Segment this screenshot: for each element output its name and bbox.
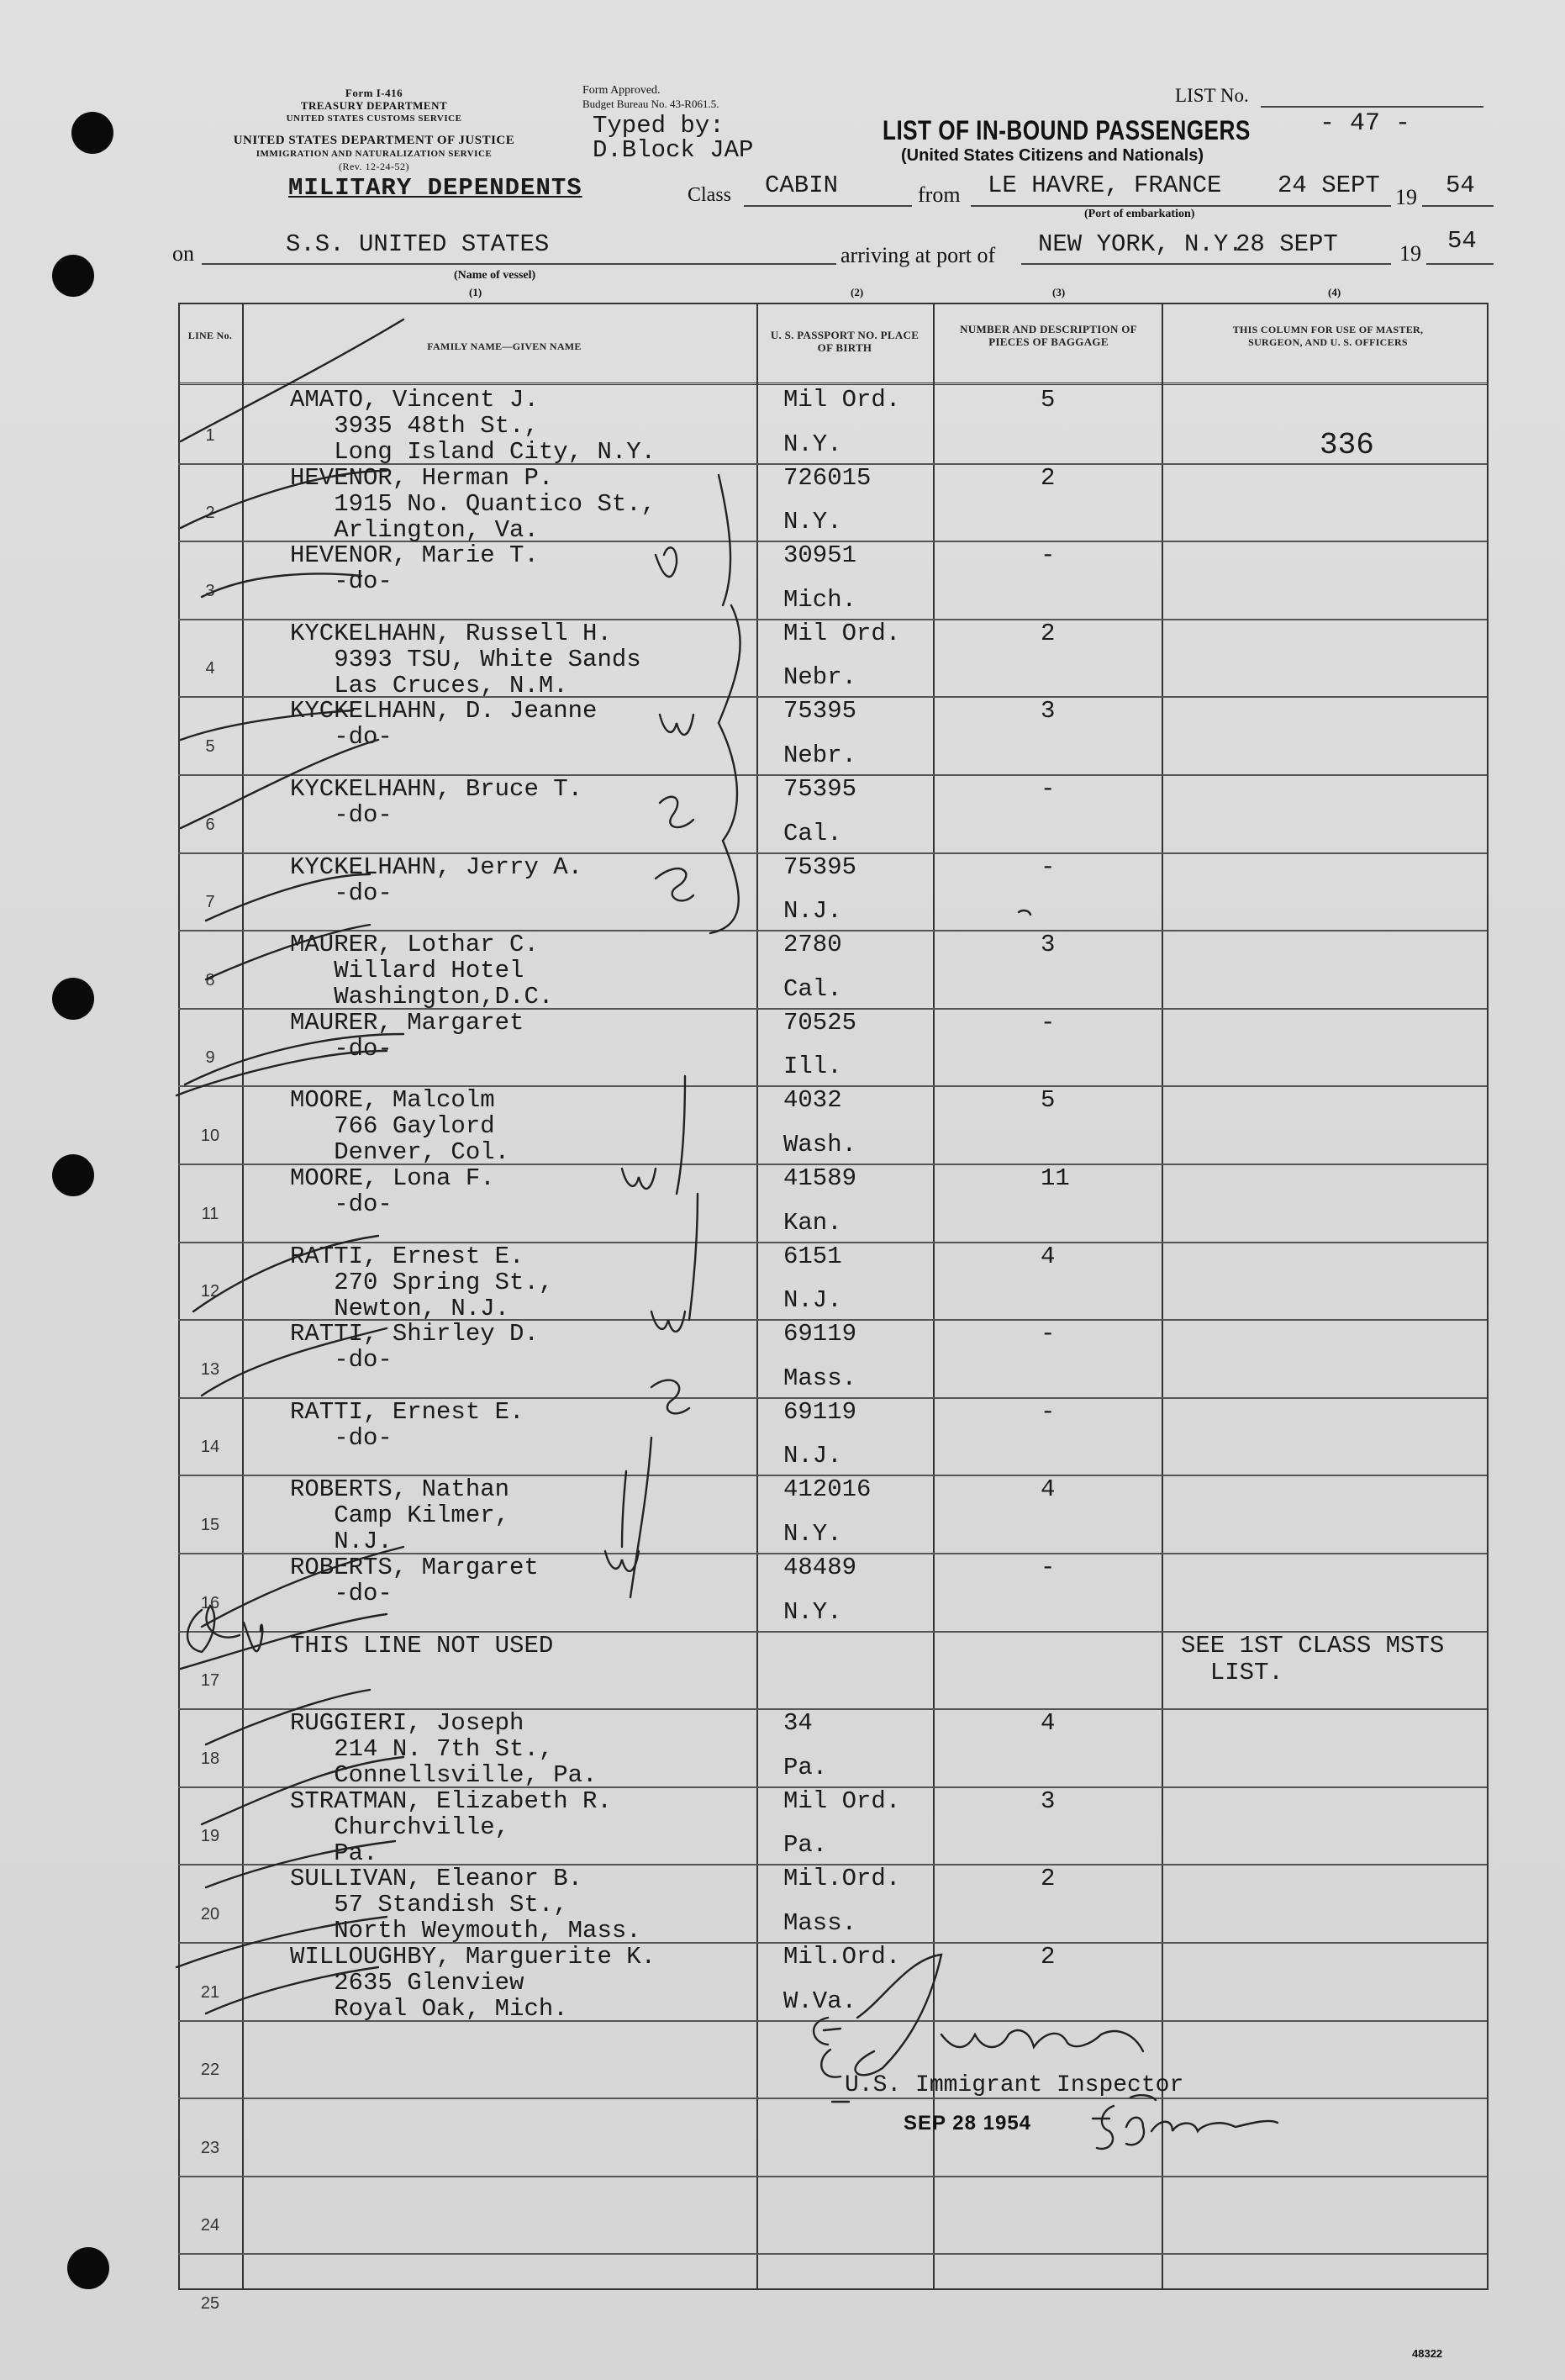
line-number: 18 (200, 1749, 220, 1768)
line-number: 10 (200, 1127, 220, 1145)
passenger-name: RATTI, Ernest E. (290, 1397, 524, 1426)
col-num-3: (3) (1052, 286, 1066, 298)
passenger-address: -do- (290, 1190, 393, 1218)
passenger-name: ROBERTS, Margaret (290, 1554, 539, 1581)
line-number: 24 (200, 2216, 220, 2235)
baggage-count: - (1041, 541, 1056, 570)
passenger-address: Pa. (290, 1839, 378, 1867)
passenger-name: MOORE, Lona F. (290, 1164, 495, 1192)
line-number: 7 (205, 893, 215, 912)
baggage-count: 3 (1041, 931, 1056, 959)
place-of-birth: N.Y. (783, 1520, 842, 1548)
line-number: 6 (205, 815, 215, 834)
line-number: 23 (200, 2138, 220, 2157)
passenger-name: MAURER, Lothar C. (290, 931, 539, 959)
passenger-name: ROBERTS, Nathan (290, 1475, 510, 1504)
place-of-birth: N.Y. (783, 1597, 842, 1626)
footer-code: 48322 (1412, 2347, 1443, 2360)
line-number: 1 (205, 425, 215, 445)
embark-year: 54 (1446, 172, 1475, 199)
passenger-address: Arlington, Va. (290, 515, 539, 544)
place-of-birth: Mass. (783, 1364, 857, 1392)
vessel-caption: (Name of vessel) (454, 269, 536, 282)
line-number: 15 (200, 1516, 220, 1534)
treasury-dept: TREASURY DEPARTMENT (300, 99, 448, 112)
line-number: 3 (205, 581, 215, 600)
passport-number: 70525 (783, 1008, 857, 1037)
passenger-address: -do- (290, 723, 393, 752)
passenger-address: -do- (290, 1423, 393, 1452)
form-revision: (Rev. 12-24-52) (338, 161, 410, 172)
place-of-birth: N.Y. (783, 430, 842, 458)
passenger-address: -do- (290, 567, 393, 596)
passenger-name: KYCKELHAHN, Jerry A. (290, 852, 583, 881)
officer-note: 336 (1320, 428, 1374, 462)
line-number: 13 (200, 1359, 220, 1379)
place-of-birth: Nebr. (783, 741, 857, 769)
baggage-count: 2 (1041, 463, 1056, 492)
place-of-birth: Cal. (783, 819, 842, 847)
line-number: 4 (205, 659, 215, 678)
inspector-title: U.S. Immigrant Inspector (845, 2072, 1184, 2098)
passenger-address: 9393 TSU, White Sands (290, 645, 641, 673)
passport-number: 75395 (783, 697, 857, 726)
arrival-port: NEW YORK, N.Y. (1038, 230, 1243, 258)
baggage-count: 2 (1041, 1865, 1056, 1893)
header-line-no: LINE No. (187, 330, 233, 341)
passenger-name: RATTI, Shirley D. (290, 1320, 539, 1348)
place-of-birth: Mich. (783, 585, 857, 614)
category: MILITARY DEPENDENTS (288, 174, 582, 202)
place-of-birth: N.J. (783, 897, 842, 926)
place-of-birth: N.J. (783, 1286, 842, 1315)
on-label: on (172, 241, 194, 266)
place-of-birth: Nebr. (783, 663, 857, 692)
line-number: 5 (205, 737, 215, 756)
header-passport: U. S. PASSPORT NO. PLACE OF BIRTH (770, 329, 920, 354)
col-num-4: (4) (1328, 286, 1341, 298)
passport-number: Mil.Ord. (783, 1865, 901, 1893)
inspector-signature (840, 1980, 844, 1981)
passport-number: 69119 (783, 1320, 857, 1348)
page-title: LIST OF IN-BOUND PASSENGERS (883, 115, 1251, 145)
place-of-birth: Pa. (783, 1831, 828, 1860)
passenger-address: Churchville, (290, 1813, 510, 1841)
justice-dept: UNITED STATES DEPARTMENT OF JUSTICE (233, 134, 515, 147)
passport-number: 412016 (783, 1475, 872, 1504)
typed-by: D.Block JAP (593, 136, 754, 164)
class-value: CABIN (765, 172, 839, 199)
passport-number: Mil Ord. (783, 619, 901, 647)
passenger-name: KYCKELHAHN, Russell H. (290, 619, 612, 647)
passenger-address: Connellsville, Pa. (290, 1761, 598, 1790)
embark-port: LE HAVRE, FRANCE (988, 172, 1222, 199)
passenger-address: Royal Oak, Mich. (290, 1995, 568, 2023)
passenger-address: 2635 Glenview (290, 1969, 524, 1997)
baggage-count: 5 (1041, 386, 1056, 414)
passenger-name: AMATO, Vincent J. (290, 386, 539, 414)
passenger-name: KYCKELHAHN, Bruce T. (290, 775, 583, 803)
passenger-address: 214 N. 7th St., (290, 1735, 554, 1764)
arrival-date: 28 SEPT (1236, 230, 1338, 258)
passenger-address: Willard Hotel (290, 957, 524, 985)
baggage-count: - (1041, 1320, 1056, 1348)
header-baggage: NUMBER AND DESCRIPTION OF PIECES OF BAGGAGE (960, 323, 1137, 348)
officer-note: SEE 1ST CLASS MSTS LIST. (1181, 1631, 1445, 1686)
passenger-address: Camp Kilmer, (290, 1501, 510, 1530)
line-number: 2 (205, 504, 215, 523)
customs-service: UNITED STATES CUSTOMS SERVICE (286, 113, 462, 124)
passenger-address: Long Island City, N.Y. (290, 438, 656, 466)
passenger-address: Newton, N.J. (290, 1294, 510, 1322)
passport-number: 69119 (783, 1397, 857, 1426)
arrival-year: 54 (1447, 227, 1477, 255)
line-number: 14 (200, 1438, 220, 1457)
line-number: 21 (200, 1982, 220, 2002)
budget-bureau: Budget Bureau No. 43-R061.5. (582, 98, 719, 110)
place-of-birth: W.Va. (783, 1987, 857, 2015)
passenger-name: RUGGIERI, Joseph (290, 1709, 524, 1738)
baggage-count: 4 (1041, 1709, 1056, 1738)
list-no-label: LIST No. (1175, 85, 1249, 106)
passenger-address: -do- (290, 1580, 393, 1607)
arriving-label: arriving at port of (840, 243, 996, 267)
from-label: from (918, 182, 961, 207)
passport-number: 30951 (783, 541, 857, 570)
passenger-address: 57 Standish St., (290, 1891, 568, 1919)
place-of-birth: N.Y. (783, 508, 842, 536)
passport-number: 4032 (783, 1086, 842, 1115)
baggage-count: 3 (1041, 1786, 1056, 1815)
place-of-birth: Wash. (783, 1131, 857, 1158)
place-of-birth: Kan. (783, 1208, 842, 1237)
passenger-address: 3935 48th St., (290, 412, 539, 440)
stamp-date: SEP 28 1954 (904, 2112, 1032, 2135)
passenger-name: WILLOUGHBY, Marguerite K. (290, 1943, 656, 1971)
passenger-name: SULLIVAN, Eleanor B. (290, 1865, 583, 1893)
passenger-name: THIS LINE NOT USED (290, 1631, 554, 1660)
passenger-address: -do- (290, 879, 393, 907)
passenger-address: Denver, Col. (290, 1138, 510, 1167)
passenger-name: STRATMAN, Elizabeth R. (290, 1786, 612, 1815)
passport-number: 34 (783, 1709, 813, 1738)
passenger-name: RATTI, Ernest E. (290, 1242, 524, 1270)
passport-number: 75395 (783, 852, 857, 881)
passport-number: 48489 (783, 1554, 857, 1581)
baggage-count: - (1041, 1554, 1056, 1581)
header-name: FAMILY NAME—GIVEN NAME (427, 340, 582, 352)
place-of-birth: Cal. (783, 974, 842, 1003)
passenger-address: North Weymouth, Mass. (290, 1917, 641, 1945)
baggage-count: - (1041, 1008, 1056, 1037)
typed-by-label: Typed by: (593, 112, 725, 140)
baggage-count: - (1041, 1397, 1056, 1426)
line-number: 8 (205, 970, 215, 989)
passenger-address: Washington,D.C. (290, 983, 554, 1011)
passport-number: 75395 (783, 775, 857, 803)
baggage-count: 2 (1041, 1943, 1056, 1971)
baggage-count: 3 (1041, 697, 1056, 726)
passenger-name: MOORE, Malcolm (290, 1086, 495, 1115)
col-num-1: (1) (469, 286, 482, 298)
place-of-birth: Ill. (783, 1053, 842, 1081)
passenger-address: 766 Gaylord (290, 1112, 495, 1141)
baggage-count: - (1041, 775, 1056, 803)
baggage-count: 11 (1041, 1164, 1070, 1192)
arrive-year-prefix: 19 (1399, 241, 1421, 266)
vessel-name: S.S. UNITED STATES (286, 230, 550, 258)
line-number: 11 (201, 1204, 219, 1223)
class-label: Class (688, 184, 732, 206)
page-subtitle: (United States Citizens and Nationals) (901, 146, 1204, 165)
passenger-address: -do- (290, 1034, 393, 1063)
passenger-address: -do- (290, 1346, 393, 1375)
baggage-count: 2 (1041, 619, 1056, 647)
passport-number: Mil Ord. (783, 1786, 901, 1815)
passenger-name: KYCKELHAHN, D. Jeanne (290, 697, 598, 726)
passenger-address: -do- (290, 801, 393, 829)
baggage-count: 5 (1041, 1086, 1056, 1115)
line-number: 20 (200, 1905, 220, 1924)
passport-number: 2780 (783, 931, 842, 959)
passenger-address: 1915 No. Quantico St., (290, 489, 656, 518)
line-number: 12 (200, 1282, 220, 1301)
passenger-name: HEVENOR, Marie T. (290, 541, 539, 570)
year-prefix: 19 (1395, 185, 1417, 209)
place-of-birth: Mass. (783, 1909, 857, 1937)
baggage-count: 4 (1041, 1242, 1056, 1270)
place-of-birth: Pa. (783, 1753, 828, 1781)
baggage-count: - (1041, 852, 1056, 881)
passenger-address: Las Cruces, N.M. (290, 671, 568, 699)
line-number: 17 (200, 1671, 220, 1691)
form-approved: Form Approved. (582, 84, 661, 97)
place-of-birth: N.J. (783, 1442, 842, 1470)
baggage-count: 4 (1041, 1475, 1056, 1504)
header-officers: THIS COLUMN FOR USE OF MASTER, SURGEON, AND U. S. OFFICERS (1232, 324, 1424, 348)
passport-number: 6151 (783, 1242, 842, 1270)
form-number: Form I-416 (345, 87, 403, 99)
line-number: 22 (200, 2061, 220, 2080)
passenger-address: 270 Spring St., (290, 1268, 554, 1296)
line-number: 16 (200, 1593, 220, 1612)
inns-service: IMMIGRATION AND NATURALIZATION SERVICE (256, 149, 493, 159)
col-num-2: (2) (851, 286, 864, 298)
passenger-address: N.J. (290, 1528, 393, 1556)
passport-number: 726015 (783, 463, 872, 492)
passport-number: Mil Ord. (783, 386, 901, 414)
passport-number: Mil.Ord. (783, 1943, 901, 1971)
inspection-time (1093, 2102, 1096, 2103)
embark-date: 24 SEPT (1278, 172, 1380, 199)
passport-number: 41589 (783, 1164, 857, 1192)
passenger-name: HEVENOR, Herman P. (290, 463, 554, 492)
line-number: 19 (200, 1827, 220, 1846)
port-embark-caption: (Port of embarkation) (1084, 208, 1195, 220)
list-no: - 47 - (1320, 109, 1411, 138)
passenger-name: MAURER, Margaret (290, 1008, 524, 1037)
line-number: 9 (205, 1048, 215, 1068)
line-number: 25 (200, 2294, 220, 2313)
